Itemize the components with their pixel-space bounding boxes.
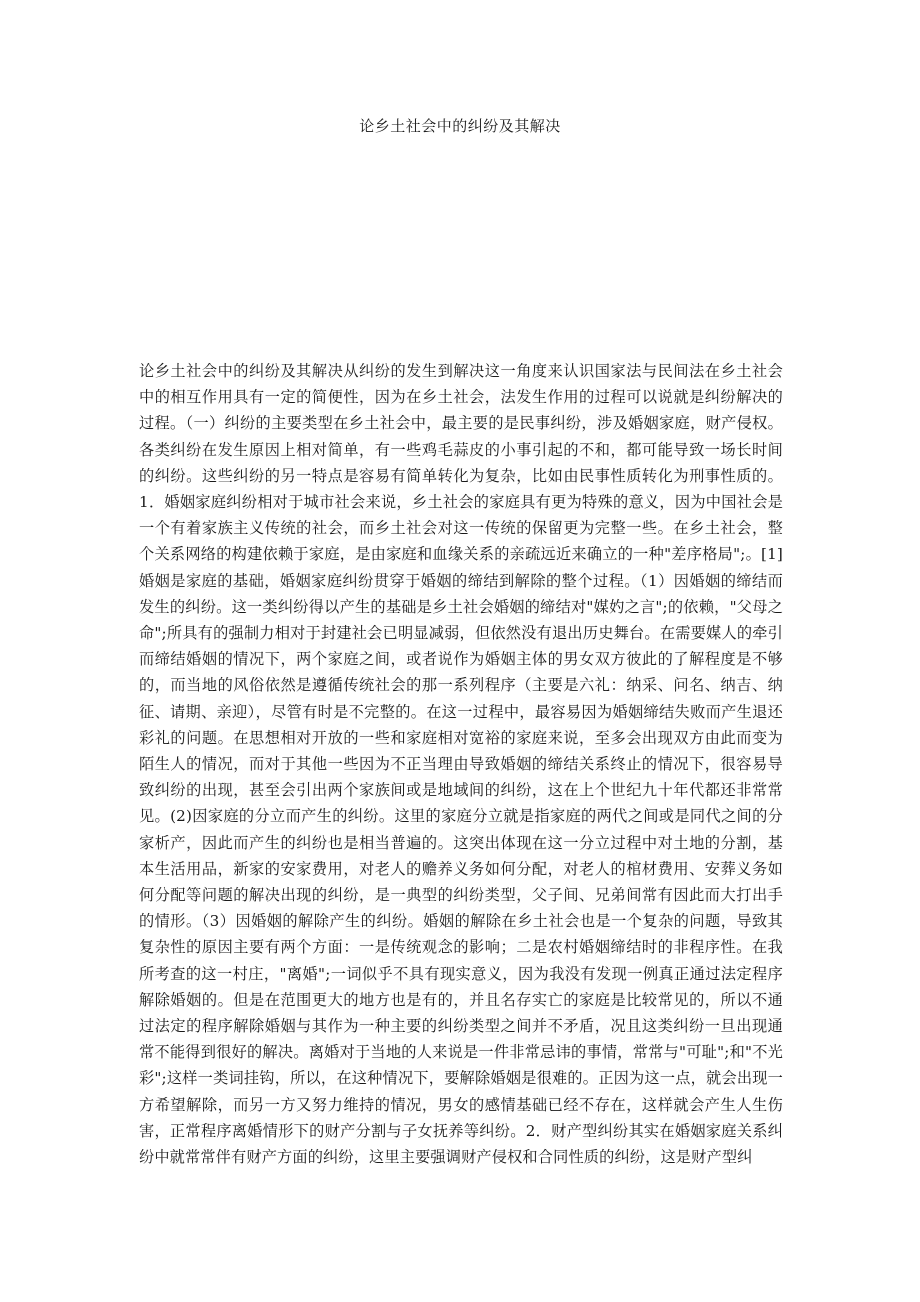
document-body-paragraph: 论乡土社会中的纠纷及其解决从纠纷的发生到解决这一角度来认识国家法与民间法在乡土社会中的相互作用具有一定的简便性，因为在乡土社会，法发生作用的过程可以说就是纠纷解决的过程。（一）纠纷的主要类型在乡土社会中，最主要的是民事纠纷，涉及婚姻家庭，财产侵权。各类纠纷在发生原因上相对简单，有一些鸡毛蒜皮的小事引起的不和，都可能导致一场长时间的纠纷。这些纠纷的另一特点是容易有简单转化为复杂，比如由民事性质转化为刑事性质的。1．婚姻家庭纠纷相对于城市社会来说，乡土社会的家庭具有更为特殊的意义，因为中国社会是一个有着家族主义传统的社会，而乡土社会对这一传统的保留更为完整一些。在乡土社会，整个关系网络的构建依赖于家庭，是由家庭和血缘关系的亲疏远近来确立的一种"差序格局";。[1]婚姻是家庭的基础，婚姻家庭纠纷贯穿于婚姻的缔结到解除的整个过程。（1）因婚姻的缔结而发生的纠纷。这一类纠纷得以产生的基础是乡土社会婚姻的缔结对"媒妁之言";的依赖，"父母之命";所具有的强制力相对于封建社会已明显减弱，但依然没有退出历史舞台。在需要媒人的牵引而缔结婚姻的情况下，两个家庭之间，或者说作为婚姻主体的男女双方彼此的了解程度是不够的，而当地的风俗依然是遵循传统社会的那一系列程序（主要是六礼：纳采、问名、纳吉、纳征、请期、亲迎），尽管有时是不完整的。在这一过程中，最容易因为婚姻缔结失败而产生退还彩礼的问题。在思想相对开放的一些和家庭相对宽裕的家庭来说，至多会出现双方由此而变为陌生人的情况，而对于其他一些因为不正当理由导致婚姻的缔结关系终止的情况下，很容易导致纠纷的出现，甚至会引出两个家族间或是地域间的纠纷，这在上个世纪九十年代都还非常常见。(2)因家庭的分立而产生的纠纷。这里的家庭分立就是指家庭的两代之间或是同代之间的分家析产，因此而产生的纠纷也是相当普遍的。这突出体现在这一分立过程中对土地的分割，基本生活用品，新家的安家费用，对老人的赡养义务如何分配，对老人的棺材费用、安葬义务如何分配等问题的解决出现的纠纷，是一典型的纠纷类型，父子间、兄弟间常有因此而大打出手的情形。（3）因婚姻的解除产生的纠纷。婚姻的解除在乡土社会也是一个复杂的问题，导致其复杂性的原因主要有两个方面：一是传统观念的影响；二是农村婚姻缔结时的非程序性。在我所考查的这一村庄，"离婚";一词似乎不具有现实意义，因为我没有发现一例真正通过法定程序解除婚姻的。但是在范围更大的地方也是有的，并且名存实亡的家庭是比较常见的，所以不通过法定的程序解除婚姻与其作为一种主要的纠纷类型之间并不矛盾，况且这类纠纷一旦出现通常不能得到很好的解决。离婚对于当地的人来说是一件非常忌讳的事情，常常与"可耻";和"不光彩";这样一类词挂钩，所以，在这种情况下，要解除婚姻是很难的。正因为这一点，就会出现一方希望解除，而另一方又努力维持的情况，男女的感情基础已经不存在，这样就会产生人生伤害，正常程序离婚情形下的财产分割与子女抚养等纠纷。2．财产型纠纷其实在婚姻家庭关系纠纷中就常常伴有财产方面的纠纷，这里主要强调财产侵权和合同性质的纠纷，这是财产型纠	[139, 362, 783, 1167]
document-title: 论乡土社会中的纠纷及其解决	[359, 117, 561, 135]
